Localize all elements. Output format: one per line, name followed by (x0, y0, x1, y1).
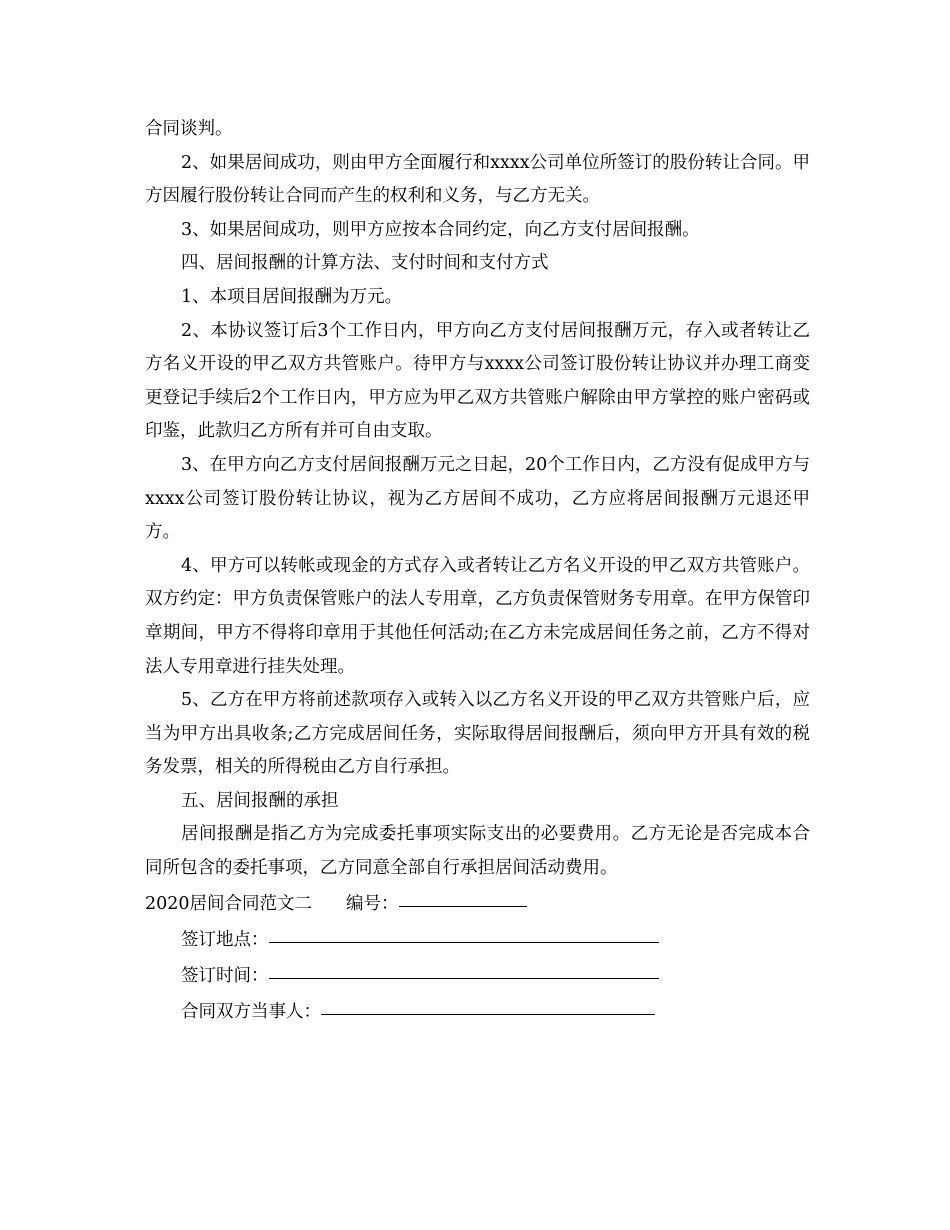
number-label: 编号： (346, 893, 399, 914)
place-blank (269, 920, 659, 943)
time-label: 签订时间： (181, 965, 269, 986)
time-blank (269, 956, 659, 979)
paragraph-6: 3、在甲方向乙方支付居间报酬万元之日起，20个工作日内，乙方没有促成甲方与xxxx公司签订股份转让协议，视为乙方居间不成功，乙方应将居间报酬万元退还甲方。 (145, 454, 810, 543)
paragraph-8: 5、乙方在甲方将前述款项存入或转入以乙方名义开设的甲乙双方共管账户后，应当为甲方出具收条;乙方完成居间任务，实际取得居间报酬后，须向甲方开具有效的税务发票，相关的所得税由乙方自行承担。 (145, 690, 810, 778)
place-row (145, 922, 810, 958)
document-title: 2020居间合同范文二 (145, 893, 313, 914)
section-heading-5: 五、居间报酬的承担 (181, 790, 339, 811)
parties-blank (321, 992, 655, 1015)
parties-row (145, 994, 810, 1030)
parties-label: 合同双方当事人： (181, 1001, 321, 1022)
paragraph-7: 4、甲方可以转帐或现金的方式存入或者转让乙方名义开设的甲乙双方共管账户。双方约定：甲方负责保管账户的法人专用章，乙方负责保管财务专用章。在甲方保管印章期间，甲方不得将印章用于其他任何活动;在乙方未完成居间任务之前，乙方不得对法人专用章进行挂失处理。 (145, 555, 810, 677)
paragraph-2: 3、如果居间成功，则甲方应按本合同约定，向乙方支付居间报酬。 (181, 219, 700, 240)
paragraph-5: 2、本协议签订后3个工作日内，甲方向乙方支付居间报酬万元，存入或者转让乙方名义开设的甲乙双方共管账户。待甲方与xxxx公司签订股份转让协议并办理工商变更登记手续后2个工作日内，甲方应为甲乙双方共管账户解除由甲方掌控的账户密码或印鉴，此款归乙方所有并可自由支取。 (145, 320, 810, 442)
paragraph-10: 居间报酬是指乙方为完成委托事项实际支出的必要费用。乙方无论是否完成本合同所包含的委托事项，乙方同意全部自行承担居间活动费用。 (145, 824, 810, 879)
time-row (145, 958, 810, 994)
paragraph-0: 合同谈判。 (145, 119, 233, 139)
place-label: 签订地点： (181, 929, 269, 950)
title-line (145, 886, 810, 922)
paragraph-1: 2、如果居间成功，则由甲方全面履行和xxxx公司单位所签订的股份转让合同。甲方因履行股份转让合同而产生的权利和义务，与乙方无关。 (145, 152, 810, 207)
paragraph-4: 1、本项目居间报酬为万元。 (181, 286, 403, 307)
section-heading-4: 四、居间报酬的计算方法、支付时间和支付方式 (181, 253, 549, 274)
number-blank (399, 884, 527, 907)
document-body (145, 113, 810, 1030)
